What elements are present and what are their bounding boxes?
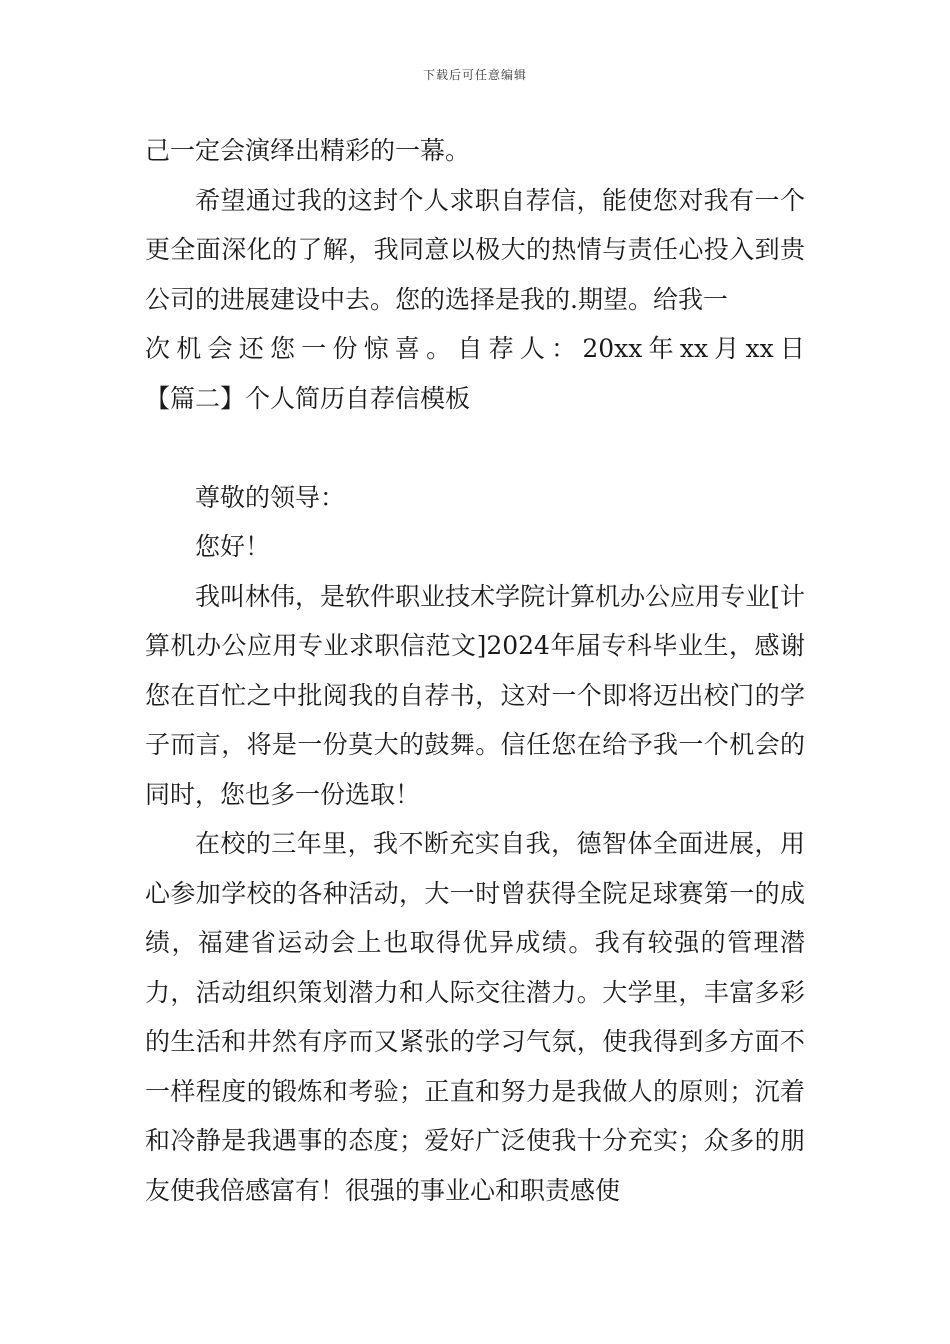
paragraph-introduction: 我叫林伟，是软件职业技术学院计算机办公应用专业[计算机办公应用专业求职信范文]2024年届专科毕业生，感谢您在百忙之中批阅我的自荐书，这对一个即将迈出校门的学子而言，将是一份莫大的鼓舞。信任您在给予我一个机会的同时，您也多一份选取！	[145, 581, 805, 809]
blank-line	[145, 423, 805, 473]
paragraph-hope: 希望通过我的这封个人求职自荐信，能使您对我有一个更全面深化的了解，我同意以极大的热情与责任心投入到贵公司的进展建设中去。您的选择是我的.期望。给我一	[145, 185, 805, 314]
page-header: 下载后可任意编辑	[422, 68, 527, 82]
paragraph-school-life: 在校的三年里，我不断充实自我，德智体全面进展，用心参加学校的各种活动，大一时曾获得全院足球赛第一的成绩，福建省运动会上也取得优异成绩。我有较强的管理潜力，活动组织策划潜力和人际交往潜力。大学里，丰富多彩的生活和井然有序而又紧张的学习气氛，使我得到多方面不一样程度的锻炼和考验；正直和努力是我做人的原则；沉着和冷静是我遇事的态度；爱好广泛使我十分充实；众多的朋友使我倍感富有！很强的事业心和职责感使	[145, 829, 805, 1205]
paragraph-continuation: 己一定会演绎出精彩的一幕。	[145, 136, 471, 165]
section-heading: 【篇二】个人简历自荐信模板	[145, 383, 471, 413]
greeting: 您好！	[195, 532, 271, 561]
salutation: 尊敬的领导：	[195, 482, 346, 512]
signature-line: 次机会还您一份惊喜。自荐人：20xx年xx月xx日	[145, 334, 805, 363]
document-body	[145, 126, 805, 1215]
